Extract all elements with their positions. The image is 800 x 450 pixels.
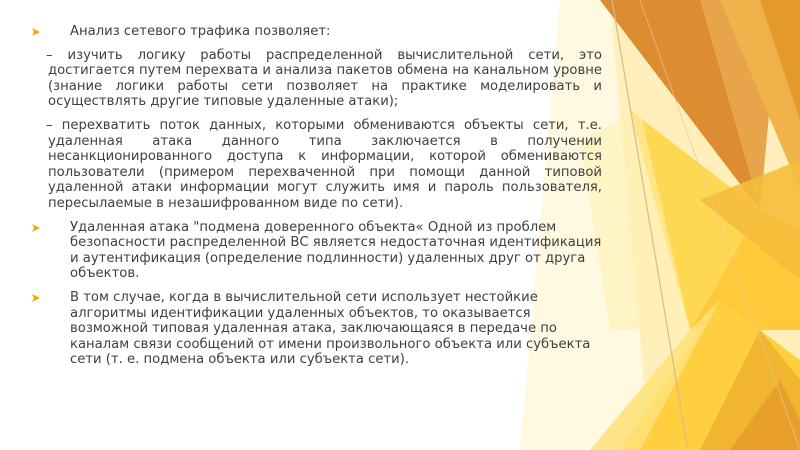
paragraph-text: Удаленная атака "подмена доверенного объекта« Одной из проблем безопасности распределенной ВС является недостаточная идентификация и аутентификация (определение подлинности) удаленных друг от друга объектов. <box>70 219 602 282</box>
dash-paragraph-2 <box>32 118 602 212</box>
bullet-paragraph-3 <box>32 290 602 368</box>
slide-content <box>32 24 602 376</box>
bullet-paragraph-1 <box>32 24 602 40</box>
dash-paragraph-1 <box>32 48 602 110</box>
triangle-arrow-icon <box>32 28 40 36</box>
triangle-arrow-icon <box>32 294 40 302</box>
paragraph-text: – изучить логику работы распределенной вычислительной сети, это достигается путем перехвата и анализа пакетов обмена на канальном уровне (знание логики работы сети позволяет на практике моделировать и осуществлять другие типовые удаленные атаки); <box>46 47 602 110</box>
triangle-arrow-icon <box>32 224 40 232</box>
paragraph-text: – перехватить поток данных, которыми обмениваются объекты сети, т.е. удаленная атака данного типа заключается в получении несанкционированного доступа к информации, которой обмениваются пользователи (примером перехваченной при помощи данной типовой удаленной атаки информации могут служить имя и пароль пользователя, пересылаемые в незашифрованном виде по сети). <box>46 117 602 211</box>
bullet-paragraph-2 <box>32 220 602 282</box>
paragraph-text: В том случае, когда в вычислительной сети использует нестойкие алгоритмы идентификации удаленных объектов, то оказывается возможной типовая удаленная атака, заключающаяся в передаче по каналам связи сообщений от имени произвольного объекта или субъекта сети (т. е. подмена объекта или субъекта сети). <box>70 289 591 368</box>
paragraph-text: Анализ сетевого трафика позволяет: <box>70 24 331 39</box>
